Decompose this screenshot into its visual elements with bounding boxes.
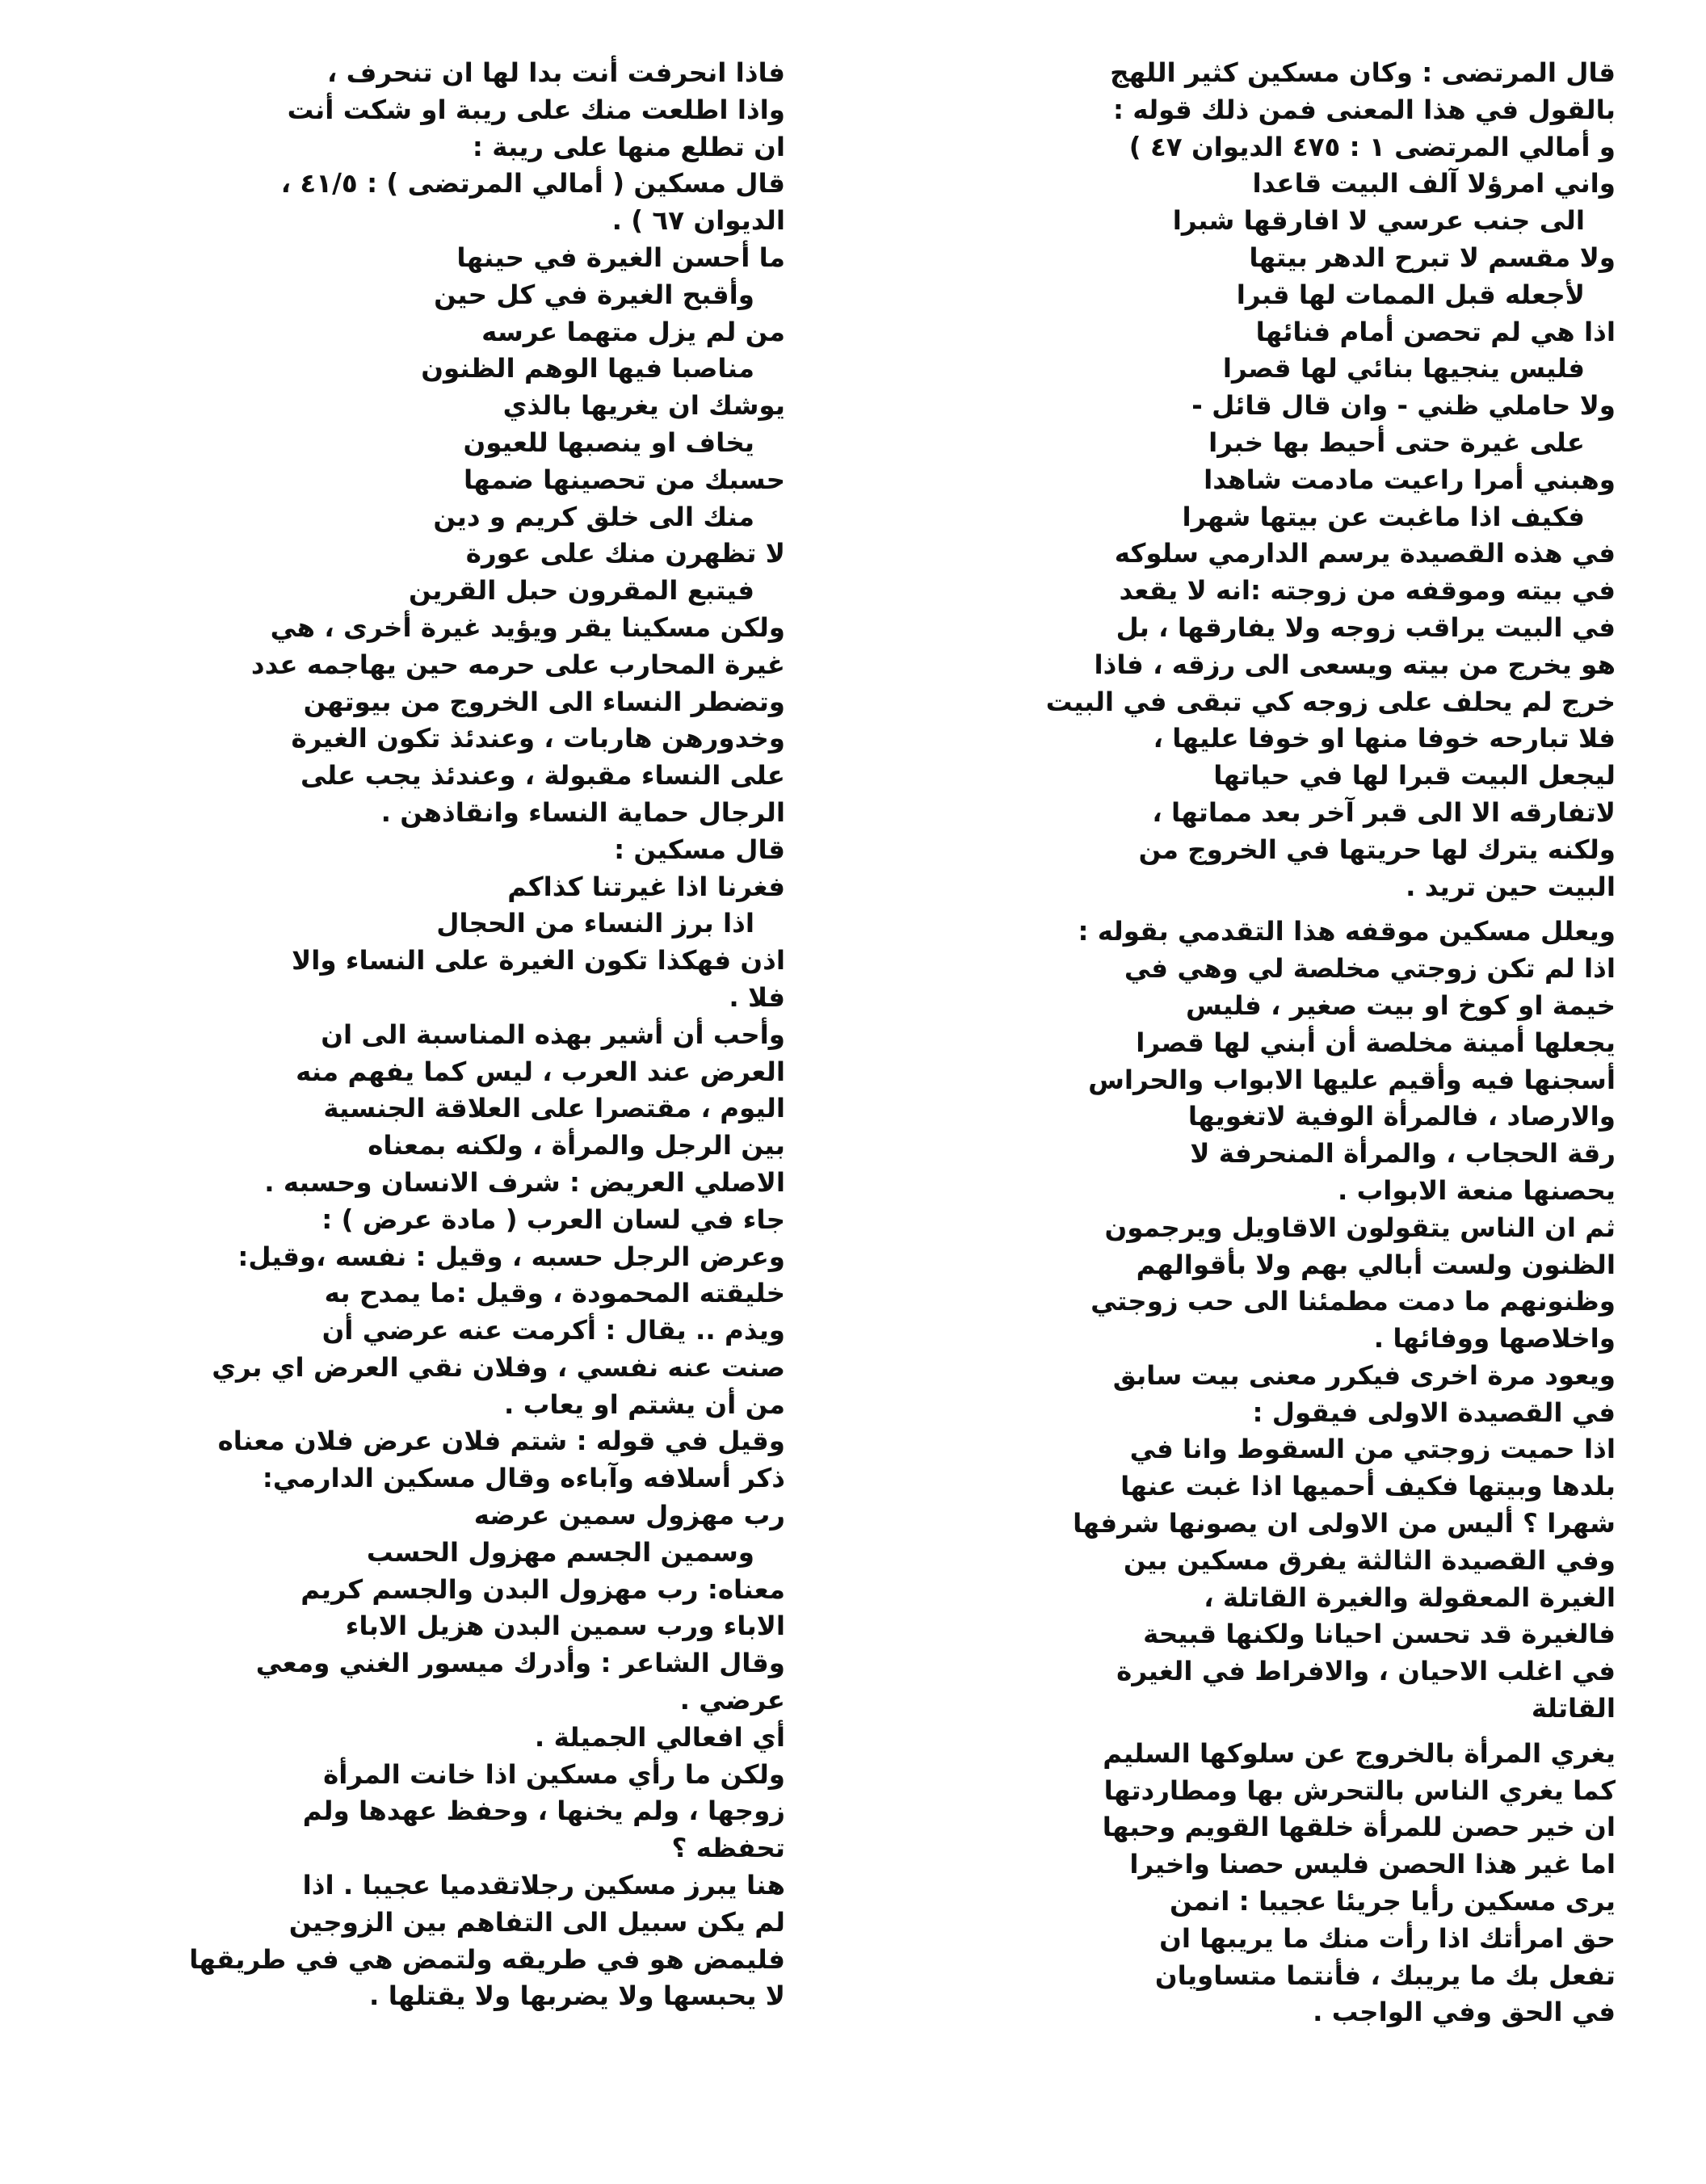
text-line: وسمين الجسم مهزول الحسب xyxy=(366,1536,754,1568)
text-line: في هذه القصيدة يرسم الدارمي سلوكه xyxy=(1114,538,1616,569)
text-line: في بيته وموقفه من زوجته :انه لا يقعد xyxy=(1119,575,1616,607)
text-line: بين الرجل والمرأة ، ولكنه بمعناه xyxy=(368,1130,785,1161)
text-line: تحفظه ؟ xyxy=(671,1833,785,1864)
text-line: خيمة او كوخ او بيت صغير ، فليس xyxy=(1186,989,1616,1021)
text-line: واخلاصها ووفائها . xyxy=(1373,1323,1616,1354)
text-line: ليجعل البيت قبرا لها في حياتها xyxy=(1213,760,1616,792)
right-column xyxy=(905,55,1616,2155)
text-line: خرج لم يحلف على زوجه كي تبقى في البيت xyxy=(1045,686,1616,717)
text-line: وعرض الرجل حسبه ، وقيل : نفسه ،وقيل: xyxy=(237,1241,785,1272)
text-line: كما يغري الناس بالتحرش بها ومطاردتها xyxy=(1103,1774,1616,1806)
text-line: ويذم .. يقال : أكرمت عنه عرضي أن xyxy=(321,1315,785,1346)
text-line: قال مسكين ( أمالي المرتضى ) : ٤١/٥ ، xyxy=(280,168,785,200)
text-line: الاصلي العريض : شرف الانسان وحسبه . xyxy=(264,1166,785,1198)
text-line: اذا هي لم تحصن أمام فنائها xyxy=(1255,316,1616,347)
text-line: خليقته المحمودة ، وقيل :ما يمدح به xyxy=(324,1278,785,1309)
text-line: بالقول في هذا المعنى فمن ذلك قوله : xyxy=(1112,94,1616,125)
text-line: يوشك ان يغريها بالذي xyxy=(502,390,785,422)
text-line: و أمالي المرتضى ١ : ٤٧٥ الديوان ٤٧ ) xyxy=(1128,131,1616,162)
text-line: وأحب أن أشير بهذه المناسبة الى ان xyxy=(321,1018,785,1050)
text-line: منك الى خلق كريم و دين xyxy=(433,501,754,532)
text-line: اذا حميت زوجتي من السقوط وانا في xyxy=(1129,1434,1616,1465)
text-line: اذا لم تكن زوجتي مخلصة لي وهي في xyxy=(1124,953,1616,985)
text-line: الاباء ورب سمين البدن هزيل الاباء xyxy=(345,1611,785,1642)
text-line: رقة الحجاب ، والمرأة المنحرفة لا xyxy=(1190,1138,1616,1170)
text-line: وتضطر النساء الى الخروج من بيوتهن xyxy=(303,686,785,717)
text-line: لأجعله قبل الممات لها قبرا xyxy=(1236,279,1585,310)
text-line: ولا مقسم لا تبرح الدهر بيتها xyxy=(1249,242,1616,273)
left-column xyxy=(74,55,785,2155)
text-line: يحصنها منعة الابواب . xyxy=(1337,1174,1616,1206)
text-line: فكيف اذا ماغبت عن بيتها شهرا xyxy=(1182,501,1585,532)
text-line: ولا حاملي ظني - وان قال قائل - xyxy=(1191,390,1616,422)
paragraph-gap xyxy=(905,905,1616,914)
text-line: الى جنب عرسي لا افارقها شبرا xyxy=(1172,205,1585,237)
text-line: تفعل بك ما يريبك ، فأنتما متساويان xyxy=(1154,1959,1616,1991)
text-line: الديوان ٦٧ ) . xyxy=(611,205,785,237)
text-line: لا يحبسها ولا يضربها ولا يقتلها . xyxy=(369,1980,785,2012)
text-line: البيت حين تريد . xyxy=(1406,871,1616,902)
text-line: ويعود مرة اخرى فيكرر معنى بيت سابق xyxy=(1112,1359,1616,1391)
text-line: قال مسكين : xyxy=(614,834,785,865)
text-line: وخدورهن هاربات ، وعندئذ تكون الغيرة xyxy=(291,723,785,754)
text-line: لاتفارقه الا الى قبر آخر بعد مماتها ، xyxy=(1152,796,1616,828)
text-line: فلا تبارحه خوفا منها او خوفا عليها ، xyxy=(1153,723,1616,754)
text-line: في القصيدة الاولى فيقول : xyxy=(1252,1396,1616,1428)
text-line: فيتبع المقرون حبل القرين xyxy=(408,575,754,607)
text-line: ان خير حصن للمرأة خلقها القويم وحبها xyxy=(1102,1812,1616,1843)
text-line: الرجال حماية النساء وانقاذهن . xyxy=(380,796,785,828)
text-line: القاتلة xyxy=(1531,1693,1616,1724)
text-line: قال المرتضى : وكان مسكين كثير اللهج xyxy=(1110,57,1616,88)
text-line: ثم ان الناس يتقولون الاقاويل ويرجمون xyxy=(1104,1212,1616,1243)
text-line: ولكنه يترك لها حريتها في الخروج من xyxy=(1138,834,1616,865)
text-line: والارصاد ، فالمرأة الوفية لاتغويها xyxy=(1187,1101,1616,1132)
text-line: أسجنها فيه وأقيم عليها الابواب والحراس xyxy=(1088,1064,1616,1095)
text-line: يجعلها أمينة مخلصة أن أبني لها قصرا xyxy=(1136,1027,1616,1058)
text-line: وفي القصيدة الثالثة يفرق مسكين بين xyxy=(1123,1544,1616,1576)
text-line: وهبني أمرا راعيت مادمت شاهدا xyxy=(1204,464,1616,495)
text-line: وظنونهم ما دمت مطمئنا الى حب زوجتي xyxy=(1090,1286,1616,1317)
text-line: في البيت يراقب زوجه ولا يفارقها ، بل xyxy=(1116,611,1616,643)
text-line: فاذا انحرفت أنت بدا لها ان تنحرف ، xyxy=(327,57,785,88)
text-line: عرضي . xyxy=(679,1685,785,1716)
text-line: في اغلب الاحيان ، والافراط في الغيرة xyxy=(1116,1656,1616,1687)
text-line: اما غير هذا الحصن فليس حصنا واخيرا xyxy=(1129,1849,1616,1880)
text-line: حق امرأتك اذا رأت منك ما يريبها ان xyxy=(1159,1922,1616,1954)
text-line: ذكر أسلافه وآباءه وقال مسكين الدارمي: xyxy=(262,1463,785,1494)
text-line: يغري المرأة بالخروج عن سلوكها السليم xyxy=(1103,1737,1616,1769)
text-line: من لم يزل متهما عرسه xyxy=(481,316,785,347)
text-line: على غيرة حتى أحيط بها خبرا xyxy=(1208,426,1585,458)
text-line: وقيل في قوله : شتم فلان عرض فلان معناه xyxy=(217,1426,785,1457)
text-line: حسبك من تحصينها ضمها xyxy=(463,464,785,495)
text-line: اليوم ، مقتصرا على العلاقة الجنسية xyxy=(323,1093,785,1124)
text-line: صنت عنه نفسي ، وفلان نقي العرض اي بري xyxy=(212,1351,785,1383)
text-line: غيرة المحارب على حرمه حين يهاجمه عدد xyxy=(250,649,785,680)
paragraph-gap xyxy=(905,1728,1616,1736)
text-line: فغرنا اذا غيرتنا كذاكم xyxy=(507,871,785,902)
text-line: واني امرؤلا آلف البيت قاعدا xyxy=(1252,168,1616,200)
text-line: هنا يبرز مسكين رجلاتقدميا عجيبا . اذا xyxy=(302,1870,785,1901)
text-line: واذا اطلعت منك على ريبة او شكت أنت xyxy=(287,94,785,125)
text-line: ولكن مسكينا يقر ويؤيد غيرة أخرى ، هي xyxy=(270,611,785,643)
text-line: في الحق وفي الواجب . xyxy=(1313,1997,1616,2028)
text-line: لا تظهرن منك على عورة xyxy=(465,538,785,569)
text-line: معناه: رب مهزول البدن والجسم كريم xyxy=(300,1573,785,1605)
text-line: لم يكن سبيل الى التفاهم بين الزوجين xyxy=(288,1906,785,1938)
text-line: فلا . xyxy=(729,981,785,1013)
text-line: اذن فهكذا تكون الغيرة على النساء والا xyxy=(292,945,785,976)
text-line: جاء في لسان العرب ( مادة عرض ) : xyxy=(321,1203,785,1235)
text-line: رب مهزول سمين عرضه xyxy=(473,1500,785,1531)
text-line: فليمض هو في طريقه ولتمض هي في طريقها xyxy=(189,1943,785,1975)
text-line: ولكن ما رأي مسكين اذا خانت المرأة xyxy=(323,1758,785,1790)
text-line: الظنون ولست أبالي بهم ولا بأقوالهم xyxy=(1136,1249,1616,1280)
text-line: هو يخرج من بيته ويسعى الى رزقه ، فاذا xyxy=(1094,649,1616,680)
text-line: ما أحسن الغيرة في حينها xyxy=(456,242,785,273)
text-line: ان تطلع منها على ريبة : xyxy=(472,131,785,162)
text-line: اذا برز النساء من الحجال xyxy=(436,908,754,939)
text-line: فليس ينجيها بنائي لها قصرا xyxy=(1222,353,1585,384)
text-line: شهرا ؟ أليس من الاولى ان يصونها شرفها xyxy=(1073,1508,1616,1539)
text-line: زوجها ، ولم يخنها ، وحفظ عهدها ولم xyxy=(302,1796,785,1827)
text-line: وقال الشاعر : وأدرك ميسور الغني ومعي xyxy=(255,1648,785,1679)
text-line: أي افعالي الجميلة . xyxy=(534,1721,785,1753)
text-line: فالغيرة قد تحسن احيانا ولكنها قبيحة xyxy=(1143,1619,1616,1650)
text-line: من أن يشتم او يعاب . xyxy=(504,1388,785,1420)
text-line: وأقبح الغيرة في كل حين xyxy=(434,279,754,310)
text-line: العرض عند العرب ، ليس كما يفهم منه xyxy=(296,1056,785,1087)
text-line: على النساء مقبولة ، وعندئذ يجب على xyxy=(300,760,785,792)
text-line: الغيرة المعقولة والغيرة القاتلة ، xyxy=(1204,1581,1616,1613)
text-line: يخاف او ينصبها للعيون xyxy=(463,426,754,458)
text-line: بلدها وبيتها فكيف أحميها اذا غبت عنها xyxy=(1120,1471,1616,1502)
text-line: مناصبا فيها الوهم الظنون xyxy=(421,353,754,384)
text-line: يرى مسكين رأيا جريئا عجيبا : انمن xyxy=(1169,1886,1616,1917)
text-line: ويعلل مسكين موقفه هذا التقدمي بقوله : xyxy=(1078,916,1616,947)
